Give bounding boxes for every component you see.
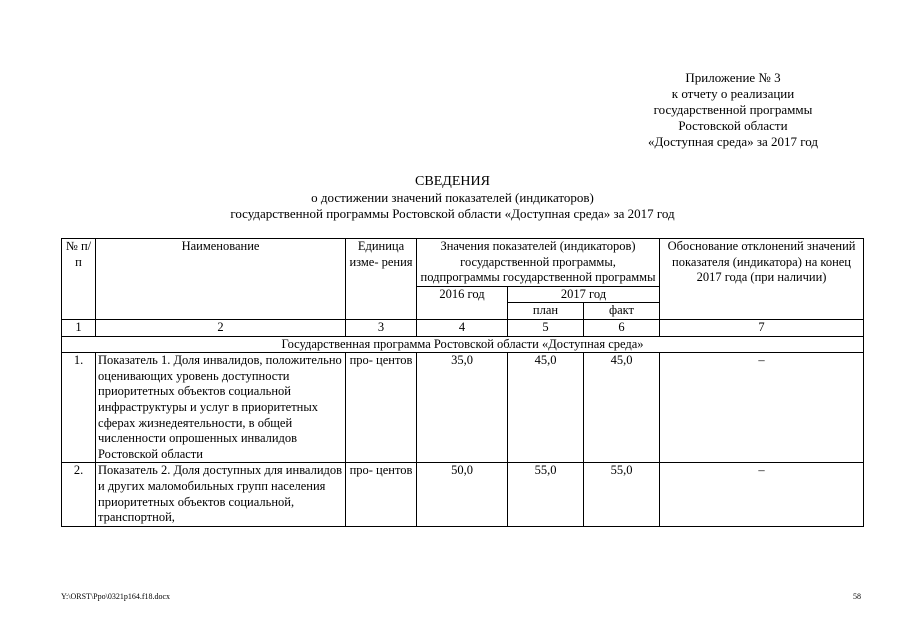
row-reason: – bbox=[660, 463, 864, 526]
section-title: Государственная программа Ростовской области «Доступная среда» bbox=[62, 336, 864, 353]
header-reason: Обоснование отклонений значений показателя (индикатора) на конец 2017 года (при наличии) bbox=[660, 239, 864, 320]
header-unit: Единица изме- рения bbox=[346, 239, 417, 320]
header-row bbox=[62, 239, 864, 287]
header-2016: 2016 год bbox=[417, 286, 508, 319]
column-number: 6 bbox=[584, 319, 660, 336]
table-row bbox=[62, 463, 864, 526]
heading-title: СВЕДЕНИЯ bbox=[415, 174, 490, 189]
column-number-row bbox=[62, 319, 864, 336]
document-heading bbox=[0, 173, 905, 222]
row-reason: – bbox=[660, 353, 864, 463]
row-name: Показатель 1. Доля инвалидов, положительно оценивающих уровень доступности приоритетных объектов социальной инфраструктуры и услуг в приоритетных сферах жизнедеятельности, в общей численности опрошенных инвалидов Ростовской области bbox=[96, 353, 346, 463]
column-number: 3 bbox=[346, 319, 417, 336]
heading-line: о достижении значений показателей (индикаторов) bbox=[311, 190, 594, 205]
footer-page-number: 58 bbox=[853, 592, 861, 601]
column-number: 5 bbox=[508, 319, 584, 336]
header-2017: 2017 год bbox=[508, 286, 660, 303]
column-number: 1 bbox=[62, 319, 96, 336]
row-unit: про- центов bbox=[346, 353, 417, 463]
row-num: 2. bbox=[62, 463, 96, 526]
column-number: 7 bbox=[660, 319, 864, 336]
row-plan: 45,0 bbox=[508, 353, 584, 463]
row-2016: 50,0 bbox=[417, 463, 508, 526]
header-name: Наименование bbox=[96, 239, 346, 320]
row-plan: 55,0 bbox=[508, 463, 584, 526]
appendix-block bbox=[613, 70, 853, 150]
heading-line: государственной программы Ростовской области «Доступная среда» за 2017 год bbox=[230, 206, 675, 221]
appendix-line: к отчету о реализации bbox=[671, 86, 795, 101]
appendix-line: Приложение № 3 bbox=[685, 70, 781, 85]
footer-file-path: Y:\ORST\Ppo\0321p164.f18.docx bbox=[61, 592, 171, 601]
header-plan: план bbox=[508, 303, 584, 320]
row-name: Показатель 2. Доля доступных для инвалидов и других маломобильных групп населения приоритетных объектов социальной, транспортной, bbox=[96, 463, 346, 526]
appendix-line: государственной программы bbox=[653, 102, 813, 117]
table-viewport bbox=[0, 238, 905, 582]
indicators-table bbox=[61, 238, 864, 527]
column-number: 4 bbox=[417, 319, 508, 336]
header-fact: факт bbox=[584, 303, 660, 320]
column-number: 2 bbox=[96, 319, 346, 336]
row-unit: про- центов bbox=[346, 463, 417, 526]
row-fact: 55,0 bbox=[584, 463, 660, 526]
row-num: 1. bbox=[62, 353, 96, 463]
row-fact: 45,0 bbox=[584, 353, 660, 463]
appendix-line: Ростовской области bbox=[678, 118, 788, 133]
appendix-line: «Доступная среда» за 2017 год bbox=[647, 134, 819, 149]
table-row bbox=[62, 353, 864, 463]
section-row bbox=[62, 336, 864, 353]
row-2016: 35,0 bbox=[417, 353, 508, 463]
header-num: № п/п bbox=[62, 239, 96, 320]
header-values: Значения показателей (индикаторов) государственной программы, подпрограммы государственной программы bbox=[417, 239, 660, 287]
